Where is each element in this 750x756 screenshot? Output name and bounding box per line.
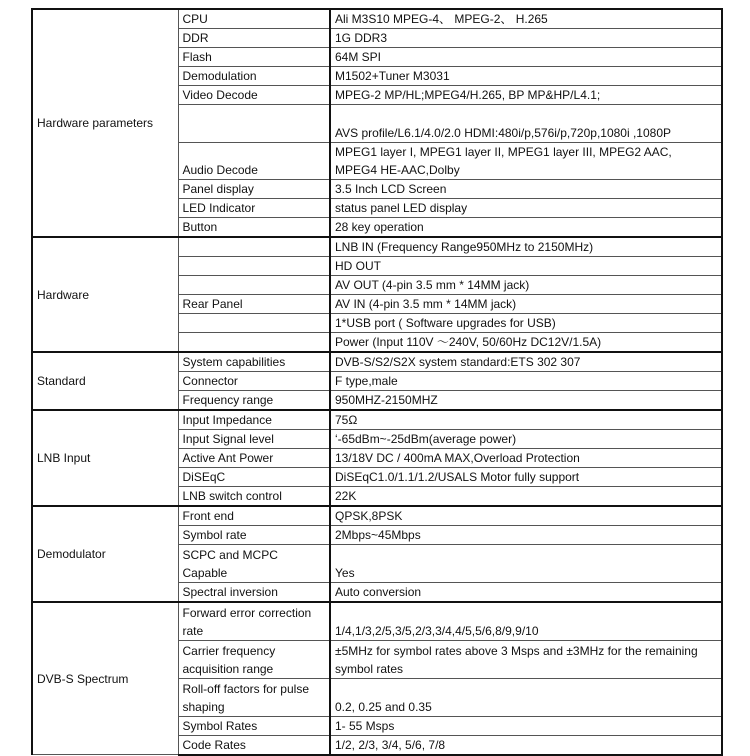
parameter-value: 1/4,1/3,2/5,3/5,2/3,3/4,4/5,5/6,8/9,9/10 [330, 602, 722, 640]
parameter-value: AV OUT (4-pin 3.5 mm * 14MM jack) [330, 276, 722, 295]
parameter-name: Front end [178, 506, 330, 526]
parameter-value: DiSEqC1.0/1.1/1.2/USALS Motor fully support [330, 468, 722, 487]
table-row [32, 352, 722, 372]
parameter-value: MPEG1 layer I, MPEG1 layer II, MPEG1 layer III, MPEG2 AAC, MPEG4 HE-AAC,Dolby [330, 143, 722, 180]
table-row [32, 602, 722, 640]
parameter-value: ‘-65dBm~-25dBm(average power) [330, 430, 722, 449]
parameter-value: ±5MHz for symbol rates above 3 Msps and ±3MHz for the remaining symbol rates [330, 640, 722, 678]
parameter-value: DVB-S/S2/S2X system standard:ETS 302 307 [330, 352, 722, 372]
parameter-name: LED Indicator [178, 199, 330, 218]
spec-table-body [32, 9, 722, 755]
parameter-name: Panel display [178, 180, 330, 199]
parameter-name: Video Decode [178, 86, 330, 105]
parameter-value: MPEG-2 MP/HL;MPEG4/H.265, BP MP&HP/L4.1; [330, 86, 722, 105]
parameter-value: 1- 55 Msps [330, 716, 722, 735]
parameter-value: status panel LED display [330, 199, 722, 218]
parameter-name [178, 257, 330, 276]
parameter-name: Carrier frequency acquisition range [178, 640, 330, 678]
parameter-value: Auto conversion [330, 583, 722, 603]
parameter-value: LNB IN (Frequency Range950MHz to 2150MHz) [330, 237, 722, 257]
parameter-value: 64M SPI [330, 48, 722, 67]
parameter-value: Power (Input 110V ～240V, 50/60Hz DC12V/1.5A) [330, 333, 722, 353]
group-label: Hardware parameters [32, 9, 178, 237]
parameter-value: Ali M3S10 MPEG-4、 MPEG-2、 H.265 [330, 9, 722, 29]
parameter-value: 1*USB port ( Software upgrades for USB) [330, 314, 722, 333]
parameter-value: 75Ω [330, 410, 722, 430]
parameter-name: Flash [178, 48, 330, 67]
group-label: DVB-S Spectrum [32, 602, 178, 755]
parameter-value: 1G DDR3 [330, 29, 722, 48]
parameter-value: 1/2, 2/3, 3/4, 5/6, 7/8 [330, 735, 722, 755]
table-row [32, 410, 722, 430]
parameter-name: Button [178, 218, 330, 238]
parameter-name: Demodulation [178, 67, 330, 86]
parameter-value: Yes [330, 545, 722, 583]
parameter-value: QPSK,8PSK [330, 506, 722, 526]
parameter-value: 28 key operation [330, 218, 722, 238]
parameter-value: 3.5 Inch LCD Screen [330, 180, 722, 199]
parameter-name [178, 333, 330, 353]
parameter-name: CPU [178, 9, 330, 29]
parameter-name: Frequency range [178, 391, 330, 411]
group-label: LNB Input [32, 410, 178, 506]
parameter-name: Forward error correction rate [178, 602, 330, 640]
parameter-name: Input Signal level [178, 430, 330, 449]
parameter-name: Spectral inversion [178, 583, 330, 603]
parameter-value: M1502+Tuner M3031 [330, 67, 722, 86]
parameter-name: Symbol Rates [178, 716, 330, 735]
parameter-name: Audio Decode [178, 143, 330, 180]
group-label: Standard [32, 352, 178, 410]
table-row [32, 9, 722, 29]
parameter-value: F type,male [330, 372, 722, 391]
parameter-name: Roll-off factors for pulse shaping [178, 678, 330, 716]
group-label: Hardware [32, 237, 178, 352]
parameter-name [178, 105, 330, 143]
parameter-name: SCPC and MCPC Capable [178, 545, 330, 583]
parameter-name: Symbol rate [178, 526, 330, 545]
parameter-name: System capabilities [178, 352, 330, 372]
parameter-name: Active Ant Power [178, 449, 330, 468]
group-label: Demodulator [32, 506, 178, 602]
parameter-value: HD OUT [330, 257, 722, 276]
parameter-name: LNB switch control [178, 487, 330, 507]
parameter-value: 0.2, 0.25 and 0.35 [330, 678, 722, 716]
parameter-value: AV IN (4-pin 3.5 mm * 14MM jack) [330, 295, 722, 314]
parameter-name [178, 237, 330, 257]
table-row [32, 237, 722, 257]
parameter-name: DiSEqC [178, 468, 330, 487]
parameter-value: 13/18V DC / 400mA MAX,Overload Protection [330, 449, 722, 468]
parameter-value: AVS profile/L6.1/4.0/2.0 HDMI:480i/p,576i/p,720p,1080i ,1080P [330, 105, 722, 143]
parameter-name: Input Impedance [178, 410, 330, 430]
parameter-name: Connector [178, 372, 330, 391]
parameter-name: DDR [178, 29, 330, 48]
parameter-name [178, 314, 330, 333]
parameter-name [178, 276, 330, 295]
parameter-name: Code Rates [178, 735, 330, 755]
parameter-value: 22K [330, 487, 722, 507]
spec-table [31, 8, 723, 756]
parameter-value: 2Mbps~45Mbps [330, 526, 722, 545]
parameter-value: 950MHZ-2150MHZ [330, 391, 722, 411]
parameter-name: Rear Panel [178, 295, 330, 314]
table-row [32, 506, 722, 526]
